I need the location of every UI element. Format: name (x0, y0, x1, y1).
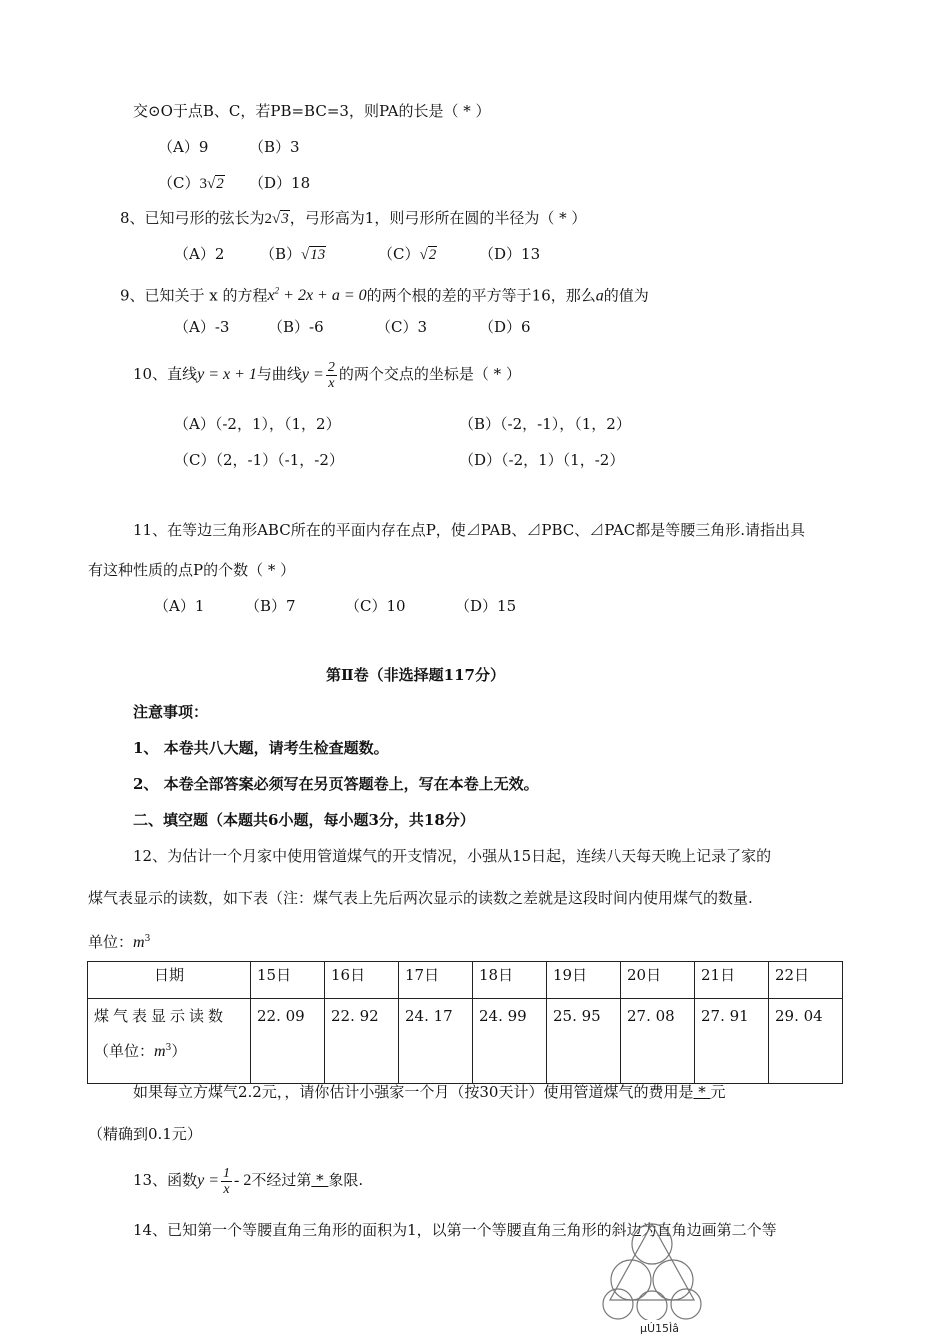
q7-option-b: （B）3 (249, 138, 300, 156)
q8-option-d: （D）13 (479, 245, 541, 263)
fill-section-heading: 二、填空题（本题共6小题，每小题3分，共18分） (133, 811, 475, 829)
q10-option-d: （D）（-2，1）（1，-2） (459, 451, 625, 469)
q7-option-c-math: 3√2 (199, 176, 224, 192)
table-day-cell: 16日 (325, 962, 399, 999)
q13-fraction: $\frac{1}{x}$ (223, 1165, 230, 1197)
q8-option-a: （A）2 (174, 245, 225, 263)
table-day-cell: 17日 (399, 962, 473, 999)
table-reading-cell: 29. 04 (769, 999, 843, 1084)
q9-option-d: （D）6 (479, 318, 531, 336)
table-reading-row (88, 999, 843, 1084)
q11-line-1: 11、在等边三角形ABC所在的平面内存在点P，使⊿PAB、⊿PBC、⊿PAC都是等腰三角形.请指出具 (133, 521, 806, 539)
q9-equation: $x^2 + 2x + a = 0$ (267, 286, 367, 305)
q10-line-equation: y = x + 1 (197, 366, 257, 383)
q8-chord-math: 2√3 (264, 211, 289, 227)
q10-stem: 10、直线y = x + 1与曲线y = $\frac{2}{x}$ 的两个交点的坐标是（ * ） (133, 359, 521, 391)
table-reading-cell: 25. 95 (547, 999, 621, 1084)
table-header-row (88, 962, 843, 999)
q11-option-b: （B）7 (245, 597, 296, 615)
q9-option-a: （A）-3 (174, 318, 230, 336)
q12-unit: 单位：$m^3$ (88, 933, 151, 951)
q12-line-1: 12、为估计一个月家中使用管道煤气的开支情况，小强从15日起，连续八天每天晚上记录了家的 (133, 847, 772, 865)
table-reading-cell: 22. 09 (251, 999, 325, 1084)
q10-option-c: （C）（2，-1）（-1，-2） (174, 451, 344, 469)
table-reading-cell: 22. 92 (325, 999, 399, 1084)
notice-heading: 注意事项： (133, 703, 209, 721)
table-day-cell: 19日 (547, 962, 621, 999)
q8-option-b-math: √13 (301, 247, 326, 263)
q14-line-1: 14、已知第一个等腰直角三角形的面积为1，以第一个等腰直角三角形的斜边为直角边画第二个等 (133, 1221, 777, 1239)
q10-option-a: （A）（-2，1），（1，2） (174, 415, 341, 433)
q7-option-a: （A）9 (158, 138, 209, 156)
table-day-cell: 22日 (769, 962, 843, 999)
q12-after-line-1: 如果每立方煤气2.2元，，请你估计小强家一个月（按30天计）使用管道煤气的费用是 * 元 (133, 1083, 726, 1101)
q9-option-b: （B）-6 (268, 318, 324, 336)
table-day-cell: 18日 (473, 962, 547, 999)
notice-item-1: 1、 本卷共八大题，请考生检查题数。 (133, 739, 389, 757)
q8-option-b: （B）√13 (260, 245, 326, 263)
notice-item-2: 2、 本卷全部答案必须写在另页答题卷上，写在本卷上无效。 (133, 775, 539, 793)
q12-line-2: 煤气表显示的读数，如下表（注：煤气表上先后两次显示的读数之差就是这段时间内使用煤气的数量. (88, 889, 753, 907)
q11-option-c: （C）10 (345, 597, 406, 615)
q8-option-c-math: √2 (419, 247, 437, 263)
table-reading-cell: 27. 91 (695, 999, 769, 1084)
gas-meter-table (87, 961, 843, 1084)
table-header-label: 日期 (88, 962, 251, 999)
page-number: µÚ15Ìâ (640, 1322, 680, 1335)
q11-option-d: （D）15 (455, 597, 517, 615)
q8-option-c: （C）√2 (378, 245, 437, 263)
q9-option-c: （C）3 (376, 318, 428, 336)
watermark-logo-icon (600, 1216, 704, 1320)
table-day-cell: 21日 (695, 962, 769, 999)
q7-option-d: （D）18 (249, 174, 311, 192)
table-row-label: 煤气表显示读数 （单位：$m^3$） (88, 999, 251, 1084)
q12-after-line-2: （精确到0.1元） (88, 1125, 202, 1143)
table-day-cell: 20日 (621, 962, 695, 999)
q8-stem: 8、已知弓形的弦长为2√3，弓形高为1，则弓形所在圆的半径为（ * ） (120, 209, 587, 227)
q7-option-c-label: （C） (158, 174, 200, 192)
q11-line-2: 有这种性质的点P的个数（ * ） (88, 561, 296, 579)
section-title: 第Ⅱ卷（非选择题117分） (326, 666, 505, 684)
q7-option-c (158, 173, 225, 194)
q13-stem: 13、函数y = $\frac{1}{x}$ - 2不经过第 * 象限. (133, 1165, 364, 1197)
q9-stem: 9、已知关于 x 的方程$x^2 + 2x + a = 0$的两个根的差的平方等于16，那么a的值为 (120, 286, 649, 305)
table-day-cell: 15日 (251, 962, 325, 999)
q10-option-b: （B）（-2，-1），（1，2） (459, 415, 631, 433)
table-reading-cell: 24. 17 (399, 999, 473, 1084)
answer-blank: * (311, 1171, 329, 1189)
q10-fraction: $\frac{2}{x}$ (327, 359, 335, 391)
q7-continuation: 交⊙O于点B、C，若PB=BC=3，则PA的长是（ * ） (133, 102, 491, 120)
table-reading-cell: 24. 99 (473, 999, 547, 1084)
answer-blank: * (693, 1083, 711, 1101)
table-reading-cell: 27. 08 (621, 999, 695, 1084)
q11-option-a: （A）1 (154, 597, 205, 615)
